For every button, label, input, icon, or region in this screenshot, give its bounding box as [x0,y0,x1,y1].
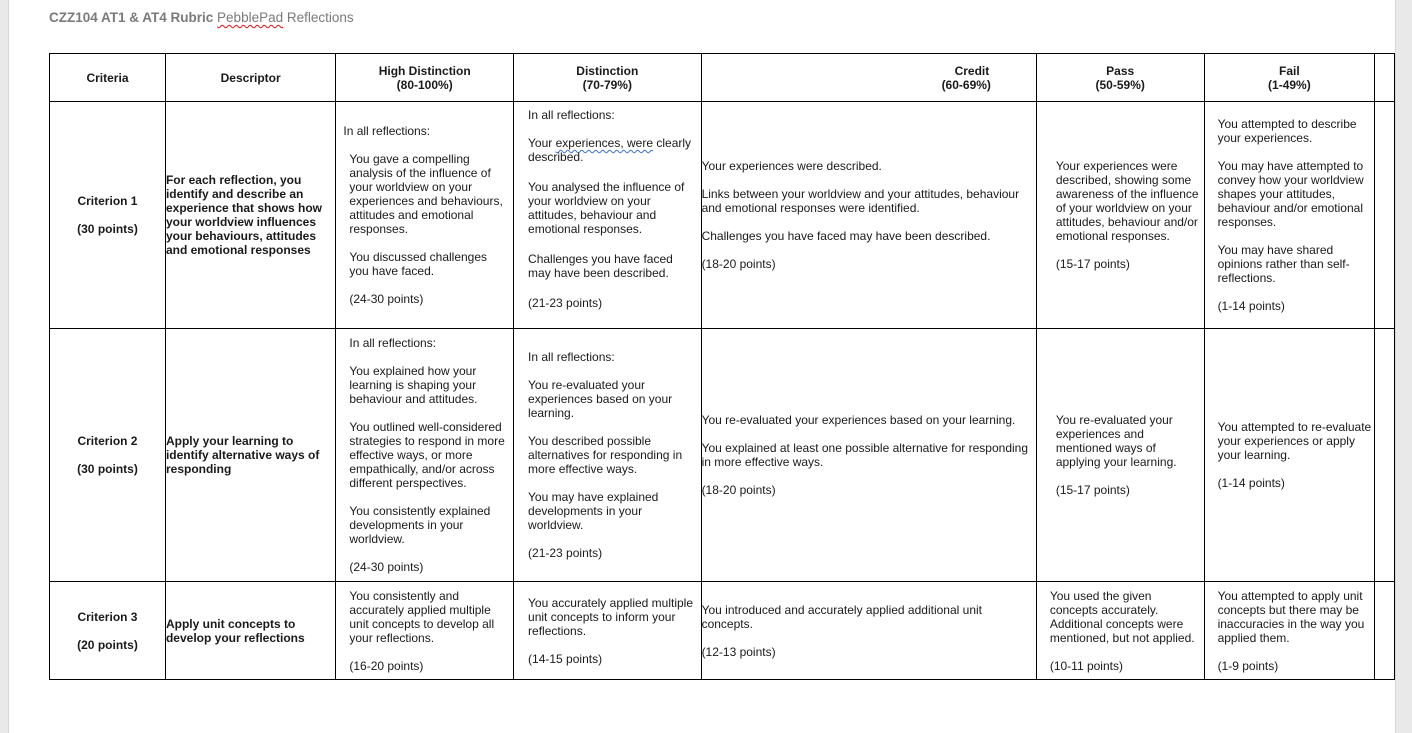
d-cell [514,582,702,680]
d-points: (14-15 points) [528,651,603,666]
d-points: (21-23 points) [528,546,603,560]
fail-points: (1-14 points) [1217,299,1285,313]
header-pass [1036,54,1204,102]
p-range: (50-59%) [1095,77,1145,92]
document-page [8,0,1396,733]
d-lead: In all reflections: [528,350,615,364]
f-name: Fail [1279,63,1300,78]
pass-cell [1036,329,1204,582]
header-credit [701,54,1036,102]
criterion-points: (20 points) [77,637,138,652]
credit-text-1: You re-evaluated your experiences based on your learning. [701,413,1016,427]
table-row-criterion-2 [50,329,1395,582]
fail-points: (1-9 points) [1217,658,1279,673]
d-cell [514,329,702,582]
header-high-distinction [336,54,514,102]
fail-text-1: You attempted to apply unit concepts but there may be inaccuracies in the way you applied them. [1217,588,1365,645]
criterion-label: Criterion 2 [77,434,138,448]
credit-text-3: Challenges you have faced may have been described. [701,229,991,243]
credit-cell [701,102,1036,329]
credit-cell [701,582,1036,680]
credit-points: (18-20 points) [701,483,776,497]
pass-cell [1036,582,1204,680]
d-text-2: You described possible alternatives for responding in more effective ways. [528,434,683,476]
d-text-3: Challenges you have faced may have been described. [528,252,673,280]
fail-text-1: You attempted to describe your experiences. [1217,117,1357,145]
d-points: (21-23 points) [528,296,603,310]
document-title [49,10,354,25]
credit-text-1: You introduced and accurately applied additional unit concepts. [701,602,982,631]
d-lead: In all reflections: [528,108,615,122]
hd-text-1: You gave a compelling analysis of the influence of your worldview on your experiences and behaviours, attitudes and emotional responses. [349,152,503,236]
hd-lead: In all reflections: [343,124,431,138]
pass-points: (10-11 points) [1049,658,1123,673]
header-distinction [514,54,702,102]
credit-text-2: You explained at least one possible alternative for responding in more effective ways. [701,441,1029,469]
criterion-label: Criterion 3 [77,609,138,624]
descriptor-cell: Apply your learning to identify alternative ways of responding [165,329,335,582]
pass-points: (15-17 points) [1055,257,1130,271]
header-descriptor: Descriptor [165,54,335,102]
hd-name: High Distinction [378,63,471,78]
fail-cell [1204,582,1375,680]
hd-text-1: You consistently and accurately applied multiple unit concepts to develop all your reflections. [349,588,495,645]
credit-text-2: Links between your worldview and your attitudes, behaviour and emotional responses were identified. [701,187,1020,215]
criterion-cell [50,329,166,582]
d-text-1: You re-evaluated your experiences based on your learning. [528,378,673,420]
f-range: (1-49%) [1268,77,1311,92]
credit-cell [701,329,1036,582]
d-text-1: Your experiences, were clearly described. [528,136,692,164]
d-cell [514,102,702,329]
hd-lead: In all reflections: [349,336,437,350]
hd-cell [336,102,514,329]
pass-text-1: You re-evaluated your experiences and mentioned ways of applying your learning. [1055,413,1177,469]
credit-text-1: Your experiences were described. [701,159,882,173]
descriptor-cell: Apply unit concepts to develop your reflections [165,582,335,680]
hd-points: (16-20 points) [349,658,424,673]
title-misspelled-word[interactable]: PebblePad [217,10,284,25]
pass-text-1: Your experiences were described, showing some awareness of the influence of your worldview on your attitudes, behaviour and/or emotional responses. [1055,159,1199,243]
hd-points: (24-30 points) [349,560,424,574]
d-text-3: You may have explained developments in your worldview. [528,490,659,532]
criterion-points: (30 points) [77,462,138,476]
criterion-cell [50,582,166,680]
criterion-points: (30 points) [77,222,138,236]
d-name: Distinction [576,63,639,78]
header-criteria: Criteria [50,54,166,102]
hd-cell [336,329,514,582]
credit-points: (12-13 points) [701,644,776,659]
hd-points: (24-30 points) [349,292,424,306]
pass-text-1: You used the given concepts accurately. Additional concepts were mentioned, but not applied. [1049,588,1195,645]
criterion-label: Criterion 1 [77,194,138,208]
hd-cell [336,582,514,680]
p-name: Pass [1106,63,1135,78]
overflow-cell [1375,329,1395,582]
title-rest: Reflections [286,10,354,25]
table-row-criterion-1 [50,102,1395,329]
fail-points: (1-14 points) [1217,476,1285,490]
hd-text-3: You consistently explained developments in your worldview. [349,504,491,546]
table-row-criterion-3 [50,582,1395,680]
pass-points: (15-17 points) [1055,483,1130,497]
table-header-row [50,54,1395,102]
credit-points: (18-20 points) [701,257,776,271]
descriptor-cell: For each reflection, you identify and describe an experience that shows how your worldview influences your behaviours, attitudes and emotional responses [165,102,335,329]
overflow-cell [1375,102,1395,329]
rubric-table [49,53,1395,680]
hd-text-2: You discussed challenges you have faced. [349,250,488,278]
fail-text-3: You may have shared opinions rather than self-reflections. [1217,243,1350,285]
hd-range: (80-100%) [396,77,453,92]
d-grammar-flag[interactable]: experiences, were [555,136,654,150]
title-bold: CZZ104 AT1 & AT4 Rubric [49,10,214,25]
hd-text-1: You explained how your learning is shaping your behaviour and attitudes. [349,364,478,406]
c-name: Credit [954,63,990,78]
fail-text-1: You attempted to re-evaluate your experiences or apply your learning. [1217,420,1372,462]
d-text-1: You accurately applied multiple unit concepts to inform your reflections. [528,595,694,638]
d-range: (70-79%) [582,77,632,92]
fail-text-2: You may have attempted to convey how your worldview shapes your attitudes, behaviour and/or emotional responses. [1217,159,1364,229]
pass-cell [1036,102,1204,329]
d-text-2: You analysed the influence of your worldview on your attitudes, behaviour and emotional responses. [528,180,685,236]
fail-cell [1204,329,1375,582]
hd-text-2: You outlined well-considered strategies to respond in more effective ways, or more empathically, and/or across different perspectives. [349,420,505,490]
criterion-cell [50,102,166,329]
header-fail [1204,54,1375,102]
overflow-cell [1375,582,1395,680]
fail-cell [1204,102,1375,329]
header-overflow [1375,54,1395,102]
c-range: (60-69%) [941,77,991,92]
